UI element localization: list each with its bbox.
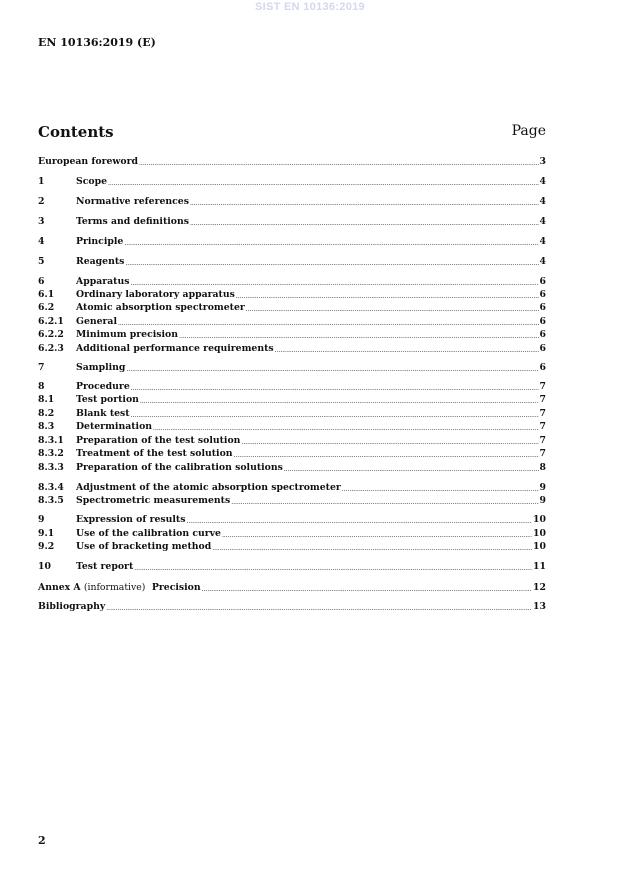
dot-leader <box>131 381 539 393</box>
dot-leader <box>131 408 539 420</box>
toc-page: 13 <box>533 601 546 612</box>
toc-number: 8.3.3 <box>38 462 64 473</box>
toc-entry-8-3[interactable] <box>38 421 546 433</box>
toc-page: 3 <box>539 156 546 167</box>
toc-page: 7 <box>539 448 546 459</box>
annex-label: Annex A <box>38 582 81 593</box>
toc-entry-6[interactable] <box>38 276 546 288</box>
toc-page: 10 <box>533 541 546 552</box>
toc-title: Test portion <box>76 394 139 405</box>
dot-leader <box>222 528 532 540</box>
toc-title: Use of bracketing method <box>76 541 212 552</box>
dot-leader <box>246 302 539 314</box>
toc-entry-8-3-3[interactable] <box>38 462 546 474</box>
toc-title: General <box>76 316 117 327</box>
dot-leader <box>234 448 539 460</box>
toc-entry-6-2-1[interactable] <box>38 316 546 328</box>
dot-leader <box>126 362 538 374</box>
toc-number: 8.3 <box>38 421 55 432</box>
toc-number: 8.3.2 <box>38 448 64 459</box>
toc-page: 7 <box>539 381 546 392</box>
dot-leader <box>212 541 532 553</box>
dot-leader <box>125 256 538 268</box>
toc-title: Spectrometric measurements <box>76 495 231 506</box>
dot-leader <box>124 236 538 248</box>
toc-number: 6.2 <box>38 302 55 313</box>
dot-leader <box>118 316 539 328</box>
toc-entry-9-1[interactable] <box>38 528 546 540</box>
toc-number: 4 <box>38 236 45 247</box>
document-id: EN 10136:2019 (E) <box>38 36 156 49</box>
toc-entry-foreword[interactable] <box>38 156 546 168</box>
dot-leader <box>130 276 538 288</box>
toc-title: Bibliography <box>38 601 106 612</box>
toc-page: 10 <box>533 528 546 539</box>
toc-number: 8.3.5 <box>38 495 64 506</box>
toc-number: 8.3.1 <box>38 435 64 446</box>
toc-entry-8-3-2[interactable] <box>38 448 546 460</box>
annex-title: Precision <box>151 582 201 593</box>
dot-leader <box>236 289 539 301</box>
dot-leader <box>190 196 539 208</box>
toc-number: 5 <box>38 256 45 267</box>
toc-title: Adjustment of the atomic absorption spectrometer <box>76 482 341 493</box>
toc-title: Blank test <box>76 408 130 419</box>
dot-leader <box>139 156 539 168</box>
toc-number: 6.2.3 <box>38 343 64 354</box>
toc-page: 7 <box>539 435 546 446</box>
toc-page: 7 <box>539 421 546 432</box>
toc-page: 4 <box>539 256 546 267</box>
toc-entry-8-3-1[interactable] <box>38 435 546 447</box>
toc-title: Atomic absorption spectrometer <box>76 302 245 313</box>
toc-entry-8-1[interactable] <box>38 394 546 406</box>
page-number: 2 <box>38 834 46 847</box>
toc-entry-2[interactable] <box>38 196 546 208</box>
toc-title: Use of the calibration curve <box>76 528 221 539</box>
toc-title: Minimum precision <box>76 329 179 340</box>
toc-entry-8-3-4[interactable] <box>38 482 546 494</box>
toc-entry-bibliography[interactable] <box>38 601 546 613</box>
toc-number: 6.1 <box>38 289 55 300</box>
toc-page: 12 <box>533 582 546 593</box>
contents-heading: Contents <box>38 123 114 141</box>
toc-title: Terms and definitions <box>76 216 189 227</box>
toc-entry-7[interactable] <box>38 362 546 374</box>
toc-page: 6 <box>539 302 546 313</box>
toc-number: 1 <box>38 176 45 187</box>
toc-page: 4 <box>539 236 546 247</box>
toc-title <box>38 582 201 594</box>
toc-number: 9 <box>38 514 45 525</box>
toc-number: 6.2.2 <box>38 329 64 340</box>
toc-number: 7 <box>38 362 45 373</box>
toc-number: 8.1 <box>38 394 55 405</box>
toc-page: 4 <box>539 216 546 227</box>
toc-title: Scope <box>76 176 107 187</box>
toc-entry-9-2[interactable] <box>38 541 546 553</box>
dot-leader <box>153 421 538 433</box>
dot-leader <box>342 482 539 494</box>
toc-page: 4 <box>539 176 546 187</box>
dot-leader <box>231 495 538 507</box>
annex-informative-note: (informative) <box>83 582 146 593</box>
toc-page: 7 <box>539 394 546 405</box>
toc-page: 6 <box>539 316 546 327</box>
dot-leader <box>284 462 539 474</box>
dot-leader <box>190 216 539 228</box>
toc-title: Additional performance requirements <box>76 343 274 354</box>
toc-number: 8.3.4 <box>38 482 64 493</box>
dot-leader <box>108 176 539 188</box>
toc-entry-4[interactable] <box>38 236 546 248</box>
toc-page: 7 <box>539 408 546 419</box>
toc-title: Apparatus <box>76 276 130 287</box>
toc-page: 6 <box>539 289 546 300</box>
toc-entry-6-2[interactable] <box>38 302 546 314</box>
toc-entry-3[interactable] <box>38 216 546 228</box>
toc-entry-10[interactable] <box>38 561 546 573</box>
toc-page: 6 <box>539 329 546 340</box>
toc-page: 4 <box>539 196 546 207</box>
toc-entry-8-3-5[interactable] <box>38 495 546 507</box>
toc-entry-6-2-3[interactable] <box>38 343 546 355</box>
toc-page: 9 <box>539 495 546 506</box>
toc-title: Reagents <box>76 256 125 267</box>
toc-page: 6 <box>539 343 546 354</box>
dot-leader <box>179 329 538 341</box>
toc-entry-6-2-2[interactable] <box>38 329 546 341</box>
toc-page: 10 <box>533 514 546 525</box>
toc-entry-8[interactable] <box>38 381 546 393</box>
dot-leader <box>134 561 532 573</box>
toc-title: Principle <box>76 236 124 247</box>
toc-number: 6 <box>38 276 45 287</box>
toc-entry-8-2[interactable] <box>38 408 546 420</box>
toc-number: 8.2 <box>38 408 55 419</box>
toc-title: Determination <box>76 421 153 432</box>
toc-page: 8 <box>539 462 546 473</box>
toc-entry-6-1[interactable] <box>38 289 546 301</box>
dot-leader <box>202 582 532 594</box>
toc-title: Sampling <box>76 362 126 373</box>
toc-title: Preparation of the calibration solutions <box>76 462 283 473</box>
toc-entry-annex-a[interactable] <box>38 582 546 594</box>
toc-page: 6 <box>539 276 546 287</box>
toc-title: Preparation of the test solution <box>76 435 241 446</box>
toc-number: 3 <box>38 216 45 227</box>
toc-page: 9 <box>539 482 546 493</box>
dot-leader <box>140 394 539 406</box>
toc-number: 10 <box>38 561 51 572</box>
toc-title: Treatment of the test solution <box>76 448 233 459</box>
toc-number: 8 <box>38 381 45 392</box>
toc-number: 2 <box>38 196 45 207</box>
toc-title: Ordinary laboratory apparatus <box>76 289 235 300</box>
toc-entry-1[interactable] <box>38 176 546 188</box>
toc-page: 6 <box>539 362 546 373</box>
toc-title: Test report <box>76 561 134 572</box>
toc-number: 9.1 <box>38 528 55 539</box>
dot-leader <box>106 601 532 613</box>
toc-title: European foreword <box>38 156 138 167</box>
toc-entry-5[interactable] <box>38 256 546 268</box>
dot-leader <box>186 514 532 526</box>
toc-number: 9.2 <box>38 541 55 552</box>
toc-title: Procedure <box>76 381 130 392</box>
toc-title: Normative references <box>76 196 189 207</box>
dot-leader <box>275 343 539 355</box>
watermark: SIST EN 10136:2019 <box>255 1 365 13</box>
toc-number: 6.2.1 <box>38 316 64 327</box>
page-column-label: Page <box>511 123 546 139</box>
dot-leader <box>241 435 538 447</box>
toc-entry-9[interactable] <box>38 514 546 526</box>
toc-page: 11 <box>533 561 546 572</box>
toc-title: Expression of results <box>76 514 186 525</box>
